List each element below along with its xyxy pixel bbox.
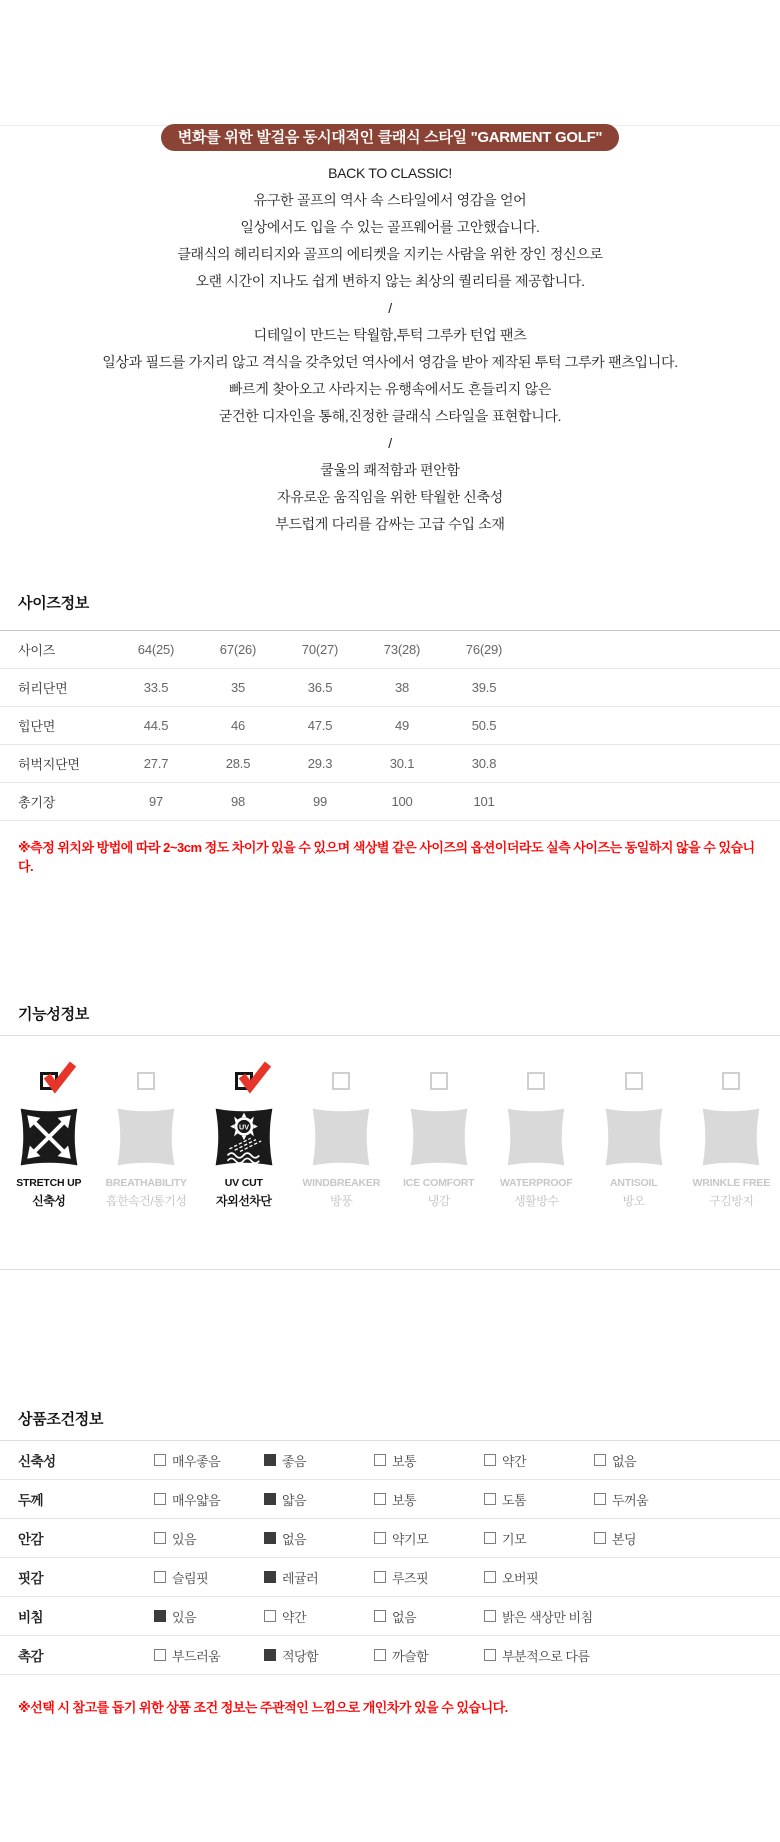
size-row-label: 허리단면	[0, 669, 115, 707]
condition-option-label: 밝은 색상만 비침	[502, 1607, 593, 1626]
condition-option-label: 얇음	[282, 1490, 306, 1509]
condition-row-label: 두께	[0, 1489, 154, 1509]
condition-info-section	[0, 1410, 780, 1716]
size-table-row	[0, 707, 780, 745]
intro-line: 일상에서도 입을 수 있는 골프웨어를 고안했습니다.	[0, 214, 780, 241]
intro-line: 자유로운 움직임을 위한 탁월한 신축성	[0, 484, 780, 511]
condition-option[interactable]	[484, 1529, 594, 1548]
intro-paragraph	[0, 160, 780, 538]
size-cell: 100	[361, 783, 443, 821]
wrinkle-free-icon	[698, 1104, 764, 1170]
condition-option[interactable]	[374, 1529, 484, 1548]
condition-option-label: 좋음	[282, 1451, 306, 1470]
size-info-section	[0, 594, 780, 875]
condition-row	[0, 1480, 780, 1519]
size-cell: 28.5	[197, 745, 279, 783]
condition-option-label: 적당함	[282, 1646, 318, 1665]
unchecked-checkbox-icon	[154, 1532, 166, 1544]
condition-options	[154, 1646, 780, 1665]
condition-row	[0, 1441, 780, 1480]
unchecked-checkbox-icon	[374, 1610, 386, 1622]
section-divider	[0, 1269, 780, 1270]
condition-row-label: 핏감	[0, 1567, 154, 1587]
function-label-en: WATERPROOF	[488, 1177, 586, 1189]
intro-line: 오랜 시간이 지나도 쉽게 변하지 않는 최상의 퀄리티를 제공합니다.	[0, 268, 780, 295]
unchecked-checkbox-icon	[154, 1649, 166, 1661]
unchecked-checkbox-icon	[374, 1454, 386, 1466]
condition-option[interactable]	[264, 1490, 374, 1509]
unchecked-checkbox-icon	[484, 1571, 496, 1583]
intro-section	[0, 0, 780, 538]
svg-text:UV: UV	[239, 1122, 249, 1131]
intro-line: /	[0, 295, 780, 322]
size-cell: 36.5	[279, 669, 361, 707]
condition-option[interactable]	[264, 1529, 374, 1548]
size-row-label: 허벅지단면	[0, 745, 115, 783]
unchecked-checkbox-icon	[374, 1532, 386, 1544]
function-label-ko: 신축성	[0, 1192, 98, 1209]
function-item-antisoil	[585, 1072, 683, 1209]
size-cell: 46	[197, 707, 279, 745]
function-label-ko: 자외선차단	[195, 1192, 293, 1209]
intro-line: 굳건한 디자인을 통해,진정한 클래식 스타일을 표현합니다.	[0, 403, 780, 430]
condition-options	[154, 1568, 780, 1587]
condition-option[interactable]	[484, 1568, 594, 1587]
function-label-ko: 생활방수	[488, 1192, 586, 1209]
size-row-label: 사이즈	[0, 631, 115, 669]
size-row-label: 힙단면	[0, 707, 115, 745]
function-label-ko: 냉감	[390, 1192, 488, 1209]
size-cell: 35	[197, 669, 279, 707]
size-cell: 29.3	[279, 745, 361, 783]
condition-option-label: 두꺼움	[612, 1490, 648, 1509]
condition-options	[154, 1529, 780, 1548]
condition-option-label: 있음	[172, 1607, 196, 1626]
condition-option[interactable]	[484, 1607, 594, 1626]
unchecked-checkbox-icon	[154, 1454, 166, 1466]
function-label-en: WRINKLE FREE	[683, 1177, 780, 1189]
size-cell: 99	[279, 783, 361, 821]
condition-option[interactable]	[264, 1568, 374, 1587]
size-cell: 98	[197, 783, 279, 821]
condition-option[interactable]	[484, 1490, 594, 1509]
size-cell: 27.7	[115, 745, 197, 783]
unchecked-checkbox-icon	[264, 1610, 276, 1622]
checked-checkbox-icon	[264, 1649, 276, 1661]
condition-option[interactable]	[484, 1451, 594, 1470]
function-item-uv-cut	[195, 1072, 293, 1209]
condition-option-label: 있음	[172, 1529, 196, 1548]
checked-checkbox-icon[interactable]	[235, 1072, 253, 1090]
unchecked-checkbox-icon[interactable]	[430, 1072, 448, 1090]
function-label-en: ANTISOIL	[585, 1177, 683, 1189]
size-measure-note: ※측정 위치와 방법에 따라 2~3cm 정도 차이가 있을 수 있으며 색상별 같은 사이즈의 옵션이더라도 실측 사이즈는 동일하지 않을 수 있습니다.	[18, 837, 762, 875]
brand-slogan-badge: 변화를 위한 발걸음 동시대적인 클래식 스타일 "GARMENT GOLF"	[161, 124, 620, 151]
size-cell: 30.1	[361, 745, 443, 783]
size-cell-empty	[525, 745, 780, 783]
checked-checkbox-icon[interactable]	[40, 1072, 58, 1090]
function-label-en: UV CUT	[195, 1177, 293, 1189]
unchecked-checkbox-icon	[154, 1493, 166, 1505]
unchecked-checkbox-icon	[374, 1493, 386, 1505]
intro-line: 쿨울의 쾌적함과 편안함	[0, 457, 780, 484]
ice-comfort-icon	[406, 1104, 472, 1170]
size-cell: 97	[115, 783, 197, 821]
condition-option-label: 보통	[392, 1451, 416, 1470]
unchecked-checkbox-icon[interactable]	[625, 1072, 643, 1090]
condition-option-label: 약간	[502, 1451, 526, 1470]
function-label-en: WINDBREAKER	[293, 1177, 391, 1189]
size-cell: 101	[443, 783, 525, 821]
condition-table	[0, 1441, 780, 1675]
function-item-stretch-up	[0, 1072, 98, 1209]
windbreaker-icon	[308, 1104, 374, 1170]
condition-option-label: 매우좋음	[172, 1451, 220, 1470]
antisoil-icon	[601, 1104, 667, 1170]
condition-option[interactable]	[264, 1646, 374, 1665]
unchecked-checkbox-icon[interactable]	[527, 1072, 545, 1090]
unchecked-checkbox-icon	[594, 1454, 606, 1466]
intro-line: 클래식의 헤리티지와 골프의 에티켓을 지키는 사람을 위한 장인 정신으로	[0, 241, 780, 268]
size-cell: 73(28)	[361, 631, 443, 669]
condition-option-label: 약기모	[392, 1529, 428, 1548]
condition-row	[0, 1597, 780, 1636]
size-cell: 33.5	[115, 669, 197, 707]
function-item-breathability	[98, 1072, 196, 1209]
unchecked-checkbox-icon	[594, 1493, 606, 1505]
condition-options	[154, 1451, 780, 1470]
condition-row-label: 신축성	[0, 1450, 154, 1470]
size-cell-empty	[525, 783, 780, 821]
condition-option-label: 기모	[502, 1529, 526, 1548]
size-cell: 76(29)	[443, 631, 525, 669]
condition-option-label: 보통	[392, 1490, 416, 1509]
condition-row	[0, 1636, 780, 1675]
condition-option[interactable]	[594, 1490, 704, 1509]
intro-line: 디테일이 만드는 탁월함,투턱 그루카 턴업 팬츠	[0, 322, 780, 349]
condition-option-label: 없음	[612, 1451, 636, 1470]
condition-option-label: 부드러움	[172, 1646, 220, 1665]
size-cell-empty	[525, 669, 780, 707]
condition-option[interactable]	[374, 1451, 484, 1470]
condition-option-label: 까슬함	[392, 1646, 428, 1665]
section-divider	[0, 1035, 780, 1036]
function-info-title: 기능성정보	[0, 1005, 780, 1025]
condition-row	[0, 1558, 780, 1597]
condition-option-label: 본딩	[612, 1529, 636, 1548]
condition-option-label: 레귤러	[282, 1568, 318, 1587]
size-cell-empty	[525, 707, 780, 745]
condition-option-label: 오버핏	[502, 1568, 538, 1587]
size-table-row	[0, 631, 780, 669]
function-label-ko: 방풍	[293, 1192, 391, 1209]
condition-option-label: 없음	[392, 1607, 416, 1626]
condition-option-label: 없음	[282, 1529, 306, 1548]
unchecked-checkbox-icon	[594, 1532, 606, 1544]
checked-checkbox-icon	[154, 1610, 166, 1622]
unchecked-checkbox-icon[interactable]	[137, 1072, 155, 1090]
unchecked-checkbox-icon[interactable]	[332, 1072, 350, 1090]
function-item-wrinkle-free	[683, 1072, 780, 1209]
condition-row-label: 비침	[0, 1606, 154, 1626]
condition-option[interactable]	[374, 1646, 484, 1665]
condition-option[interactable]	[154, 1451, 264, 1470]
breathability-icon	[113, 1104, 179, 1170]
size-cell: 64(25)	[115, 631, 197, 669]
condition-option[interactable]	[154, 1568, 264, 1587]
condition-option[interactable]	[154, 1607, 264, 1626]
condition-option[interactable]	[374, 1490, 484, 1509]
condition-option[interactable]	[484, 1646, 594, 1665]
size-cell: 47.5	[279, 707, 361, 745]
function-item-waterproof	[488, 1072, 586, 1209]
size-cell: 50.5	[443, 707, 525, 745]
size-table-body	[0, 631, 780, 821]
checked-checkbox-icon	[264, 1493, 276, 1505]
unchecked-checkbox-icon[interactable]	[722, 1072, 740, 1090]
checked-checkbox-icon	[264, 1454, 276, 1466]
condition-option[interactable]	[264, 1607, 374, 1626]
condition-option-label: 부분적으로 다름	[502, 1646, 590, 1665]
size-cell: 67(26)	[197, 631, 279, 669]
size-cell-empty	[525, 631, 780, 669]
uv-cut-icon	[211, 1104, 277, 1170]
size-cell: 44.5	[115, 707, 197, 745]
unchecked-checkbox-icon	[484, 1454, 496, 1466]
condition-option-label: 약간	[282, 1607, 306, 1626]
checked-checkbox-icon	[264, 1532, 276, 1544]
condition-option[interactable]	[374, 1568, 484, 1587]
unchecked-checkbox-icon	[154, 1571, 166, 1583]
condition-option[interactable]	[374, 1607, 484, 1626]
unchecked-checkbox-icon	[484, 1610, 496, 1622]
condition-option-label: 루즈핏	[392, 1568, 428, 1587]
size-cell: 49	[361, 707, 443, 745]
condition-row	[0, 1519, 780, 1558]
condition-option[interactable]	[264, 1451, 374, 1470]
waterproof-icon	[503, 1104, 569, 1170]
size-cell: 70(27)	[279, 631, 361, 669]
function-label-en: BREATHABILITY	[98, 1177, 196, 1189]
intro-line: 일상과 필드를 가지리 않고 격식을 갖추었던 역사에서 영감을 받아 제작된 투턱 그루카 팬츠입니다.	[0, 349, 780, 376]
function-label-en: ICE COMFORT	[390, 1177, 488, 1189]
condition-option-label: 도톰	[502, 1490, 526, 1509]
intro-line: 부드럽게 다리를 감싸는 고급 수입 소재	[0, 511, 780, 538]
size-table	[0, 630, 780, 821]
unchecked-checkbox-icon	[484, 1649, 496, 1661]
condition-option[interactable]	[154, 1529, 264, 1548]
condition-option-label: 매우얇음	[172, 1490, 220, 1509]
function-info-section	[0, 1005, 780, 1270]
condition-row-label: 안감	[0, 1528, 154, 1548]
function-label-ko: 흡한속건/통기성	[98, 1192, 196, 1209]
condition-option[interactable]	[154, 1490, 264, 1509]
unchecked-checkbox-icon	[374, 1571, 386, 1583]
condition-options	[154, 1607, 780, 1626]
intro-line: 빠르게 찾아오고 사라지는 유행속에서도 흔들리지 않은	[0, 376, 780, 403]
condition-subjective-note: ※선택 시 참고를 돕기 위한 상품 조건 정보는 주관적인 느낌으로 개인차가 있을 수 있습니다.	[18, 1697, 762, 1716]
unchecked-checkbox-icon	[484, 1493, 496, 1505]
condition-option-label: 슬림핏	[172, 1568, 208, 1587]
unchecked-checkbox-icon	[374, 1649, 386, 1661]
condition-options	[154, 1490, 780, 1509]
size-info-title: 사이즈정보	[0, 594, 780, 614]
size-table-row	[0, 783, 780, 821]
function-grid	[0, 1072, 780, 1209]
intro-line: 유구한 골프의 역사 속 스타일에서 영감을 얻어	[0, 187, 780, 214]
stretch-icon	[16, 1104, 82, 1170]
bottom-whitespace	[0, 1716, 780, 1842]
size-cell: 39.5	[443, 669, 525, 707]
size-cell: 30.8	[443, 745, 525, 783]
intro-line: /	[0, 430, 780, 457]
function-label-ko: 방오	[585, 1192, 683, 1209]
condition-info-title: 상품조건정보	[0, 1410, 780, 1430]
size-cell: 38	[361, 669, 443, 707]
size-table-row	[0, 745, 780, 783]
function-item-windbreaker	[293, 1072, 391, 1209]
condition-option[interactable]	[154, 1646, 264, 1665]
unchecked-checkbox-icon	[484, 1532, 496, 1544]
size-row-label: 총기장	[0, 783, 115, 821]
condition-option[interactable]	[594, 1529, 704, 1548]
function-label-ko: 구김방지	[683, 1192, 780, 1209]
function-item-ice-comfort	[390, 1072, 488, 1209]
condition-option[interactable]	[594, 1451, 704, 1470]
function-label-en: STRETCH UP	[0, 1177, 98, 1189]
intro-line: BACK TO CLASSIC!	[0, 160, 780, 187]
checked-checkbox-icon	[264, 1571, 276, 1583]
size-table-row	[0, 669, 780, 707]
condition-row-label: 촉감	[0, 1645, 154, 1665]
